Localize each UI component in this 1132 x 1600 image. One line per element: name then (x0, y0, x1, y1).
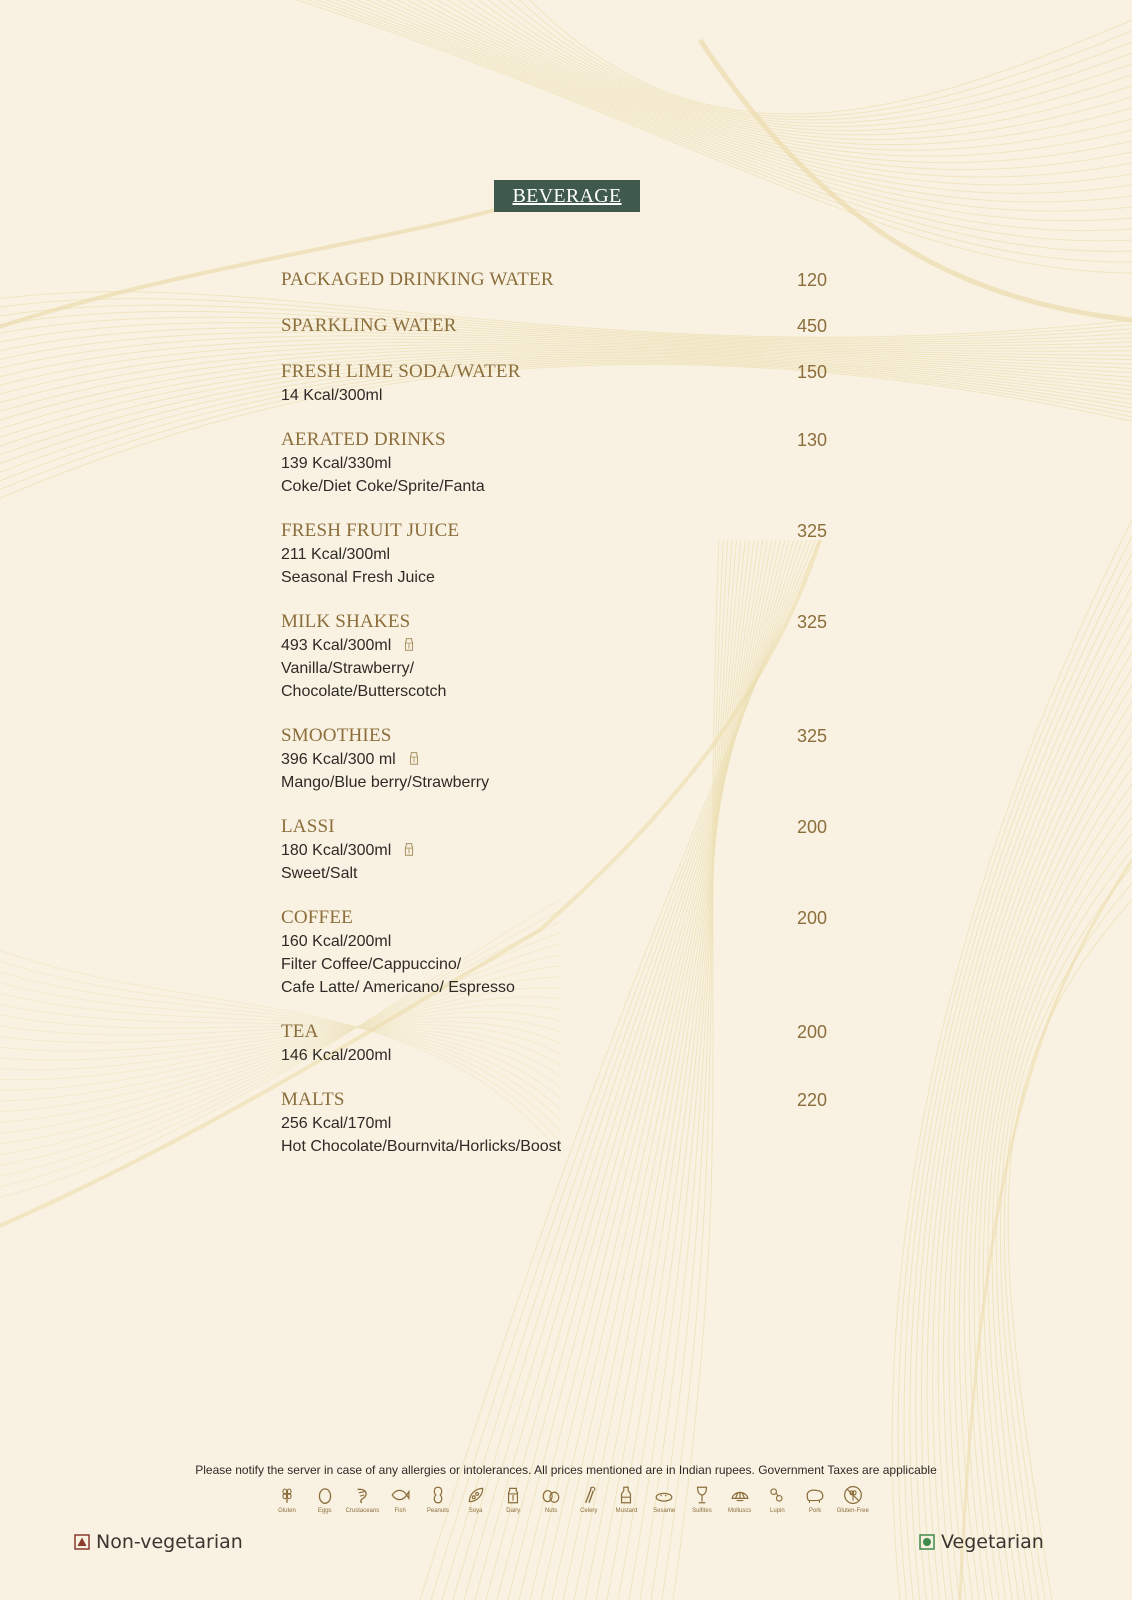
menu-item-line-text: Cafe Latte/ Americano/ Espresso (281, 979, 515, 996)
menu-item-header (281, 314, 827, 338)
nonveg-legend (74, 1529, 243, 1555)
allergen-label: Lupin (770, 1508, 785, 1514)
menu-item-line-text: Mango/Blue berry/Strawberry (281, 774, 490, 791)
menu-item-header (281, 610, 827, 634)
egg-icon (308, 1485, 342, 1505)
menu-item-calories (281, 634, 827, 657)
menu-item (281, 1088, 827, 1158)
allergen-item (836, 1485, 870, 1521)
wheat-icon (270, 1485, 304, 1505)
allergen-item (572, 1485, 606, 1521)
menu-item-calories (281, 1112, 827, 1135)
pig-icon (798, 1485, 832, 1505)
menu-item-calories (281, 543, 827, 566)
allergen-legend (270, 1485, 870, 1521)
menu-item-calories (281, 839, 827, 862)
dairy-icon (406, 750, 422, 773)
allergen-item (685, 1485, 719, 1521)
allergen-item (534, 1485, 568, 1521)
menu-item-calories (281, 748, 827, 771)
menu-item-line-text: 396 Kcal/300 ml (281, 751, 396, 768)
allergen-item (647, 1485, 681, 1521)
wine-glass-icon (685, 1485, 719, 1505)
allergy-notice: Please notify the server in case of any allergies or intolerances. All prices mentioned are in Indian rupees. Government Taxes are applicable (195, 1463, 937, 1477)
allergen-label: Fish (394, 1508, 406, 1514)
menu-item-header (281, 519, 827, 543)
menu-item-name: PACKAGED DRINKING WATER (281, 269, 554, 290)
allergen-item (459, 1485, 493, 1521)
celery-icon (572, 1485, 606, 1505)
menu-item-line-text: 211 Kcal/300ml (281, 546, 391, 563)
allergen-label: Pork (808, 1508, 822, 1514)
shrimp-icon (345, 1485, 379, 1505)
menu-item-calories (281, 452, 827, 475)
allergen-item (760, 1485, 794, 1521)
allergen-item (609, 1485, 643, 1521)
menu-item-header (281, 1088, 827, 1112)
menu-item-name: SPARKLING WATER (281, 315, 457, 336)
menu-item-price: 325 (796, 521, 827, 541)
fish-icon (383, 1485, 417, 1505)
allergen-item (383, 1485, 417, 1521)
veg-mark-icon (919, 1534, 935, 1550)
allergen-label: Celery (580, 1508, 598, 1514)
menu-item (281, 610, 827, 703)
menu-item-description (281, 475, 827, 498)
menu-item-line-text: 160 Kcal/200ml (281, 933, 392, 950)
allergen-label: Sesame (653, 1508, 676, 1514)
menu-item (281, 428, 827, 498)
menu-item-line-text: Hot Chocolate/Bournvita/Horlicks/Boost (281, 1138, 562, 1155)
menu-item-header (281, 1020, 827, 1044)
menu-item (281, 268, 827, 292)
dairy-icon (401, 636, 417, 659)
allergen-label: Soya (468, 1508, 483, 1514)
menu-item-description (281, 1135, 827, 1158)
menu-item-line-text: 146 Kcal/200ml (281, 1047, 392, 1064)
menu-item-price: 220 (796, 1090, 827, 1110)
menu-item-price: 325 (796, 726, 827, 746)
menu-item-description (281, 566, 827, 589)
menu-item-price: 325 (796, 612, 827, 632)
menu-item (281, 1020, 827, 1067)
menu-item-name: SMOOTHIES (281, 725, 392, 746)
menu-item-line-text: 256 Kcal/170ml (281, 1115, 392, 1132)
allergen-label: Molluscs (727, 1508, 752, 1514)
menu-item-header (281, 360, 827, 384)
menu-item-name: AERATED DRINKS (281, 429, 446, 450)
menu-item (281, 519, 827, 589)
menu-item-name: FRESH FRUIT JUICE (281, 520, 460, 541)
allergen-item (270, 1485, 304, 1521)
menu-item-name: COFFEE (281, 907, 353, 928)
allergen-item (798, 1485, 832, 1521)
menu-item-price: 450 (796, 316, 827, 336)
menu-item (281, 906, 827, 999)
menu-item (281, 314, 827, 338)
menu-item (281, 360, 827, 407)
menu-item-description (281, 862, 827, 885)
menu-item-price: 200 (796, 817, 827, 837)
veg-legend (919, 1529, 1044, 1555)
menu-item-price: 120 (796, 270, 827, 290)
peanut-icon (421, 1485, 455, 1505)
nuts-icon (534, 1485, 568, 1505)
menu-item (281, 724, 827, 794)
dairy-icon (401, 841, 417, 864)
menu-item-line-text: Seasonal Fresh Juice (281, 569, 435, 586)
menu-item-header (281, 815, 827, 839)
sesame-icon (647, 1485, 681, 1505)
allergen-label: Mustard (615, 1508, 638, 1514)
menu-item-calories (281, 1044, 827, 1067)
allergen-label: Peanuts (426, 1508, 449, 1514)
menu-item-description (281, 771, 827, 794)
section-title: BEVERAGE (494, 180, 640, 212)
menu-items-list (281, 268, 827, 1179)
dairy-icon (496, 1485, 530, 1505)
menu-item-price: 150 (796, 362, 827, 382)
allergen-label: Crustaceans (345, 1508, 380, 1514)
allergen-item (345, 1485, 379, 1521)
menu-item-header (281, 724, 827, 748)
allergen-label: Eggs (317, 1508, 332, 1514)
menu-item-line-text: 493 Kcal/300ml (281, 637, 392, 654)
allergen-label: Gluten (278, 1508, 296, 1514)
allergen-item (421, 1485, 455, 1521)
menu-item-description (281, 657, 827, 680)
allergen-label: Gluten-Free (836, 1508, 869, 1514)
allergen-item (723, 1485, 757, 1521)
veg-label: Vegetarian (941, 1531, 1044, 1553)
menu-item-calories (281, 930, 827, 953)
menu-item-line-text: Coke/Diet Coke/Sprite/Fanta (281, 478, 485, 495)
allergen-label: Dairy (506, 1508, 521, 1514)
allergen-item (496, 1485, 530, 1521)
menu-item-name: MALTS (281, 1089, 345, 1110)
menu-item-line-text: Chocolate/Butterscotch (281, 683, 447, 700)
menu-item-line-text: Sweet/Salt (281, 865, 358, 882)
menu-item-line-text: Filter Coffee/Cappuccino/ (281, 956, 462, 973)
soy-icon (459, 1485, 493, 1505)
menu-item-name: TEA (281, 1021, 319, 1042)
menu-item-description (281, 976, 827, 999)
menu-item-line-text: Vanilla/Strawberry/ (281, 660, 415, 677)
menu-item-calories (281, 384, 827, 407)
menu-item-header (281, 428, 827, 452)
shell-icon (723, 1485, 757, 1505)
menu-item-price: 130 (796, 430, 827, 450)
menu-item-description (281, 953, 827, 976)
nonveg-label: Non-vegetarian (96, 1531, 243, 1553)
menu-item (281, 815, 827, 885)
lupin-icon (760, 1485, 794, 1505)
menu-item-price: 200 (796, 908, 827, 928)
mustard-icon (609, 1485, 643, 1505)
allergen-label: Sulfites (692, 1508, 712, 1514)
menu-item-header (281, 268, 827, 292)
allergen-item (308, 1485, 342, 1521)
menu-item-name: LASSI (281, 816, 335, 837)
gluten-free-icon (836, 1485, 870, 1505)
allergen-label: Nuts (544, 1508, 558, 1514)
menu-item-line-text: 139 Kcal/330ml (281, 455, 392, 472)
menu-item-line-text: 180 Kcal/300ml (281, 842, 392, 859)
menu-item-line-text: 14 Kcal/300ml (281, 387, 383, 404)
menu-item-header (281, 906, 827, 930)
menu-item-name: MILK SHAKES (281, 611, 411, 632)
menu-item-price: 200 (796, 1022, 827, 1042)
nonveg-mark-icon (74, 1534, 90, 1550)
menu-item-name: FRESH LIME SODA/WATER (281, 361, 521, 382)
menu-item-description (281, 680, 827, 703)
